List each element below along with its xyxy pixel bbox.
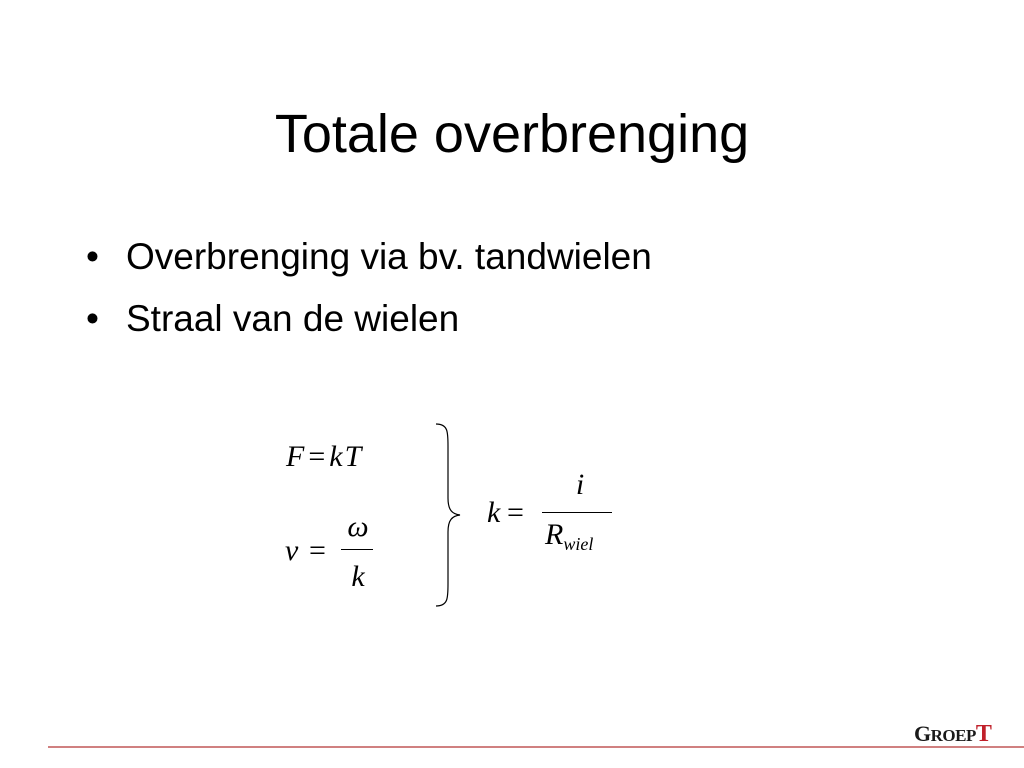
bullet-text: Overbrenging via bv. tandwielen bbox=[126, 236, 652, 277]
bullet-list bbox=[86, 232, 652, 356]
formula-velocity-denominator: k bbox=[351, 560, 365, 593]
footer-divider bbox=[48, 746, 1024, 748]
bullet-marker: • bbox=[86, 236, 99, 277]
formula-ratio-numerator: i bbox=[575, 468, 585, 501]
groep-t-logo bbox=[914, 721, 991, 748]
formula-velocity-numerator: ω bbox=[347, 510, 369, 543]
formula-ratio bbox=[487, 468, 627, 554]
formula-ratio-equals: = bbox=[507, 496, 524, 529]
logo-rest: ROEP bbox=[930, 726, 976, 745]
formula-force-equals: = bbox=[308, 440, 326, 473]
formula-force-k: k bbox=[329, 440, 343, 473]
formula-force bbox=[286, 440, 361, 474]
right-brace-icon bbox=[434, 422, 464, 608]
logo-initial: G bbox=[914, 721, 931, 746]
formula-ratio-denominator-main: R bbox=[545, 518, 564, 551]
formula-velocity-lhs: v bbox=[285, 534, 299, 567]
formula-ratio-fraction-bar bbox=[542, 512, 612, 513]
formula-ratio-denominator bbox=[545, 518, 615, 552]
formula-velocity bbox=[285, 512, 385, 598]
formula-ratio-lhs: k bbox=[487, 496, 501, 529]
slide-title: Totale overbrenging bbox=[274, 104, 750, 164]
bullet-text: Straal van de wielen bbox=[126, 298, 460, 339]
formula-ratio-denominator-subscript: wiel bbox=[563, 534, 594, 554]
logo-t-mark: T bbox=[975, 721, 992, 747]
formula-force-t: T bbox=[344, 440, 362, 473]
formula-force-lhs: F bbox=[286, 440, 305, 473]
bullet-marker: • bbox=[86, 298, 99, 339]
bullet-item bbox=[86, 294, 652, 356]
formula-velocity-fraction-bar bbox=[341, 549, 373, 550]
bullet-item bbox=[86, 232, 652, 294]
formula-velocity-equals: = bbox=[309, 534, 326, 567]
